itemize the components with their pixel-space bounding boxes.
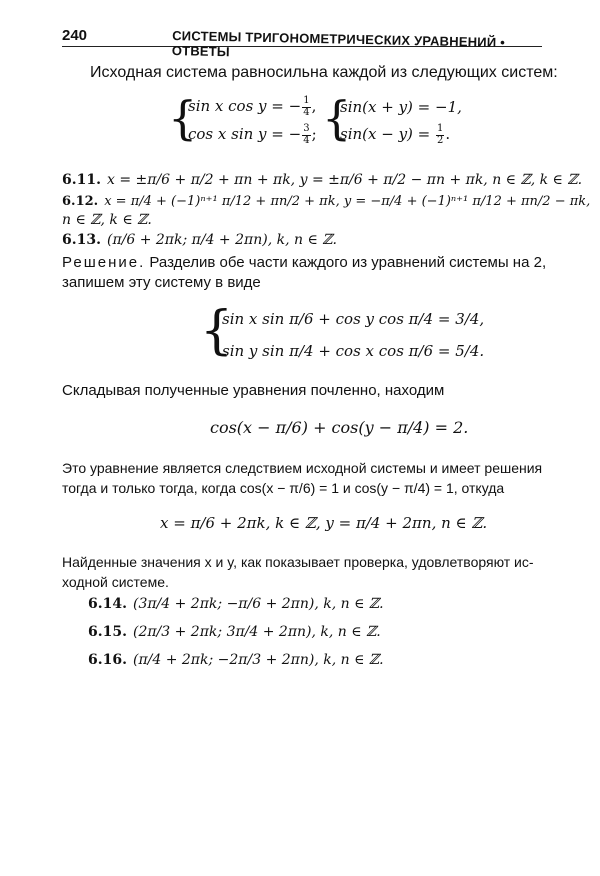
system2-brace: { <box>322 91 352 145</box>
system1-eq-b: cos x sin y = − $\frac{3}{4}$ ; <box>188 123 317 146</box>
page-number: 240 <box>62 27 88 44</box>
solution-line1: Решение. Разделив обе части каждого из уравнений системы на 2, <box>62 254 547 271</box>
system3-eq-b: sin y sin π/4 + cos x cos π/6 = 5/4. <box>222 342 485 360</box>
found-line2: ходной системе. <box>62 574 169 590</box>
system1-brace: { <box>168 91 198 145</box>
system3-brace: { <box>200 301 234 361</box>
system2-eq-b: sin(x − y) = $\frac{1}{2}$ . <box>340 123 451 146</box>
running-title: СИСТЕМЫ ТРИГОНОМЕТРИЧЕСКИХ УРАВНЕНИЙ • ОТВЕТЫ <box>171 28 506 60</box>
solution-line2: запишем эту систему в виде <box>62 274 261 291</box>
system1-eq-a: sin x cos y = − $\frac{1}{4}$ , <box>188 95 317 118</box>
answer-6-16: 6.16. (π/4 + 2πk; −2π/3 + 2πn), k, n ∈ ℤ. <box>88 652 384 668</box>
system2-eq-a: sin(x + y) = −1, <box>340 98 462 116</box>
adding-text: Складывая полученные уравнения почленно, находим <box>62 382 445 399</box>
system3-eq-a: sin x sin π/6 + cos y cos π/4 = 3/4, <box>222 310 485 328</box>
answer-6-13: 6.13. (π/6 + 2πk; π/4 + 2πn), k, n ∈ ℤ. <box>62 232 337 248</box>
page-header <box>62 24 542 60</box>
equation-result: x = π/6 + 2πk, k ∈ ℤ, y = π/4 + 2πn, n ∈ ℤ. <box>160 514 488 532</box>
found-line1: Найденные значения x и y, как показывает проверка, удовлетворяют ис- <box>62 554 534 570</box>
answer-6-11: 6.11. x = ±π/6 + π/2 + πn + πk, y = ±π/6 + π/2 − πn + πk, n ∈ ℤ, k ∈ ℤ. <box>62 172 583 188</box>
equation-sum: cos(x − π/6) + cos(y − π/4) = 2. <box>210 418 469 437</box>
answer-6-12-cont: n ∈ ℤ, k ∈ ℤ. <box>62 212 152 228</box>
answer-6-15: 6.15. (2π/3 + 2πk; 3π/4 + 2πn), k, n ∈ ℤ. <box>88 624 381 640</box>
consequence-line1: Это уравнение является следствием исходной системы и имеет решения <box>62 460 543 476</box>
solution-label: Решение. <box>62 254 146 271</box>
intro-text: Исходная система равносильна каждой из следующих систем: <box>90 64 558 81</box>
answer-6-12: 6.12. x = π/4 + (−1)ⁿ⁺¹ π/12 + πn/2 + πk, y = −π/4 + (−1)ⁿ⁺¹ π/12 + πn/2 − πk, <box>62 194 591 209</box>
answer-6-14: 6.14. (3π/4 + 2πk; −π/6 + 2πn), k, n ∈ ℤ. <box>88 596 384 612</box>
consequence-line2: тогда и только тогда, когда cos(x − π/6) = 1 и cos(y − π/4) = 1, откуда <box>62 480 505 496</box>
